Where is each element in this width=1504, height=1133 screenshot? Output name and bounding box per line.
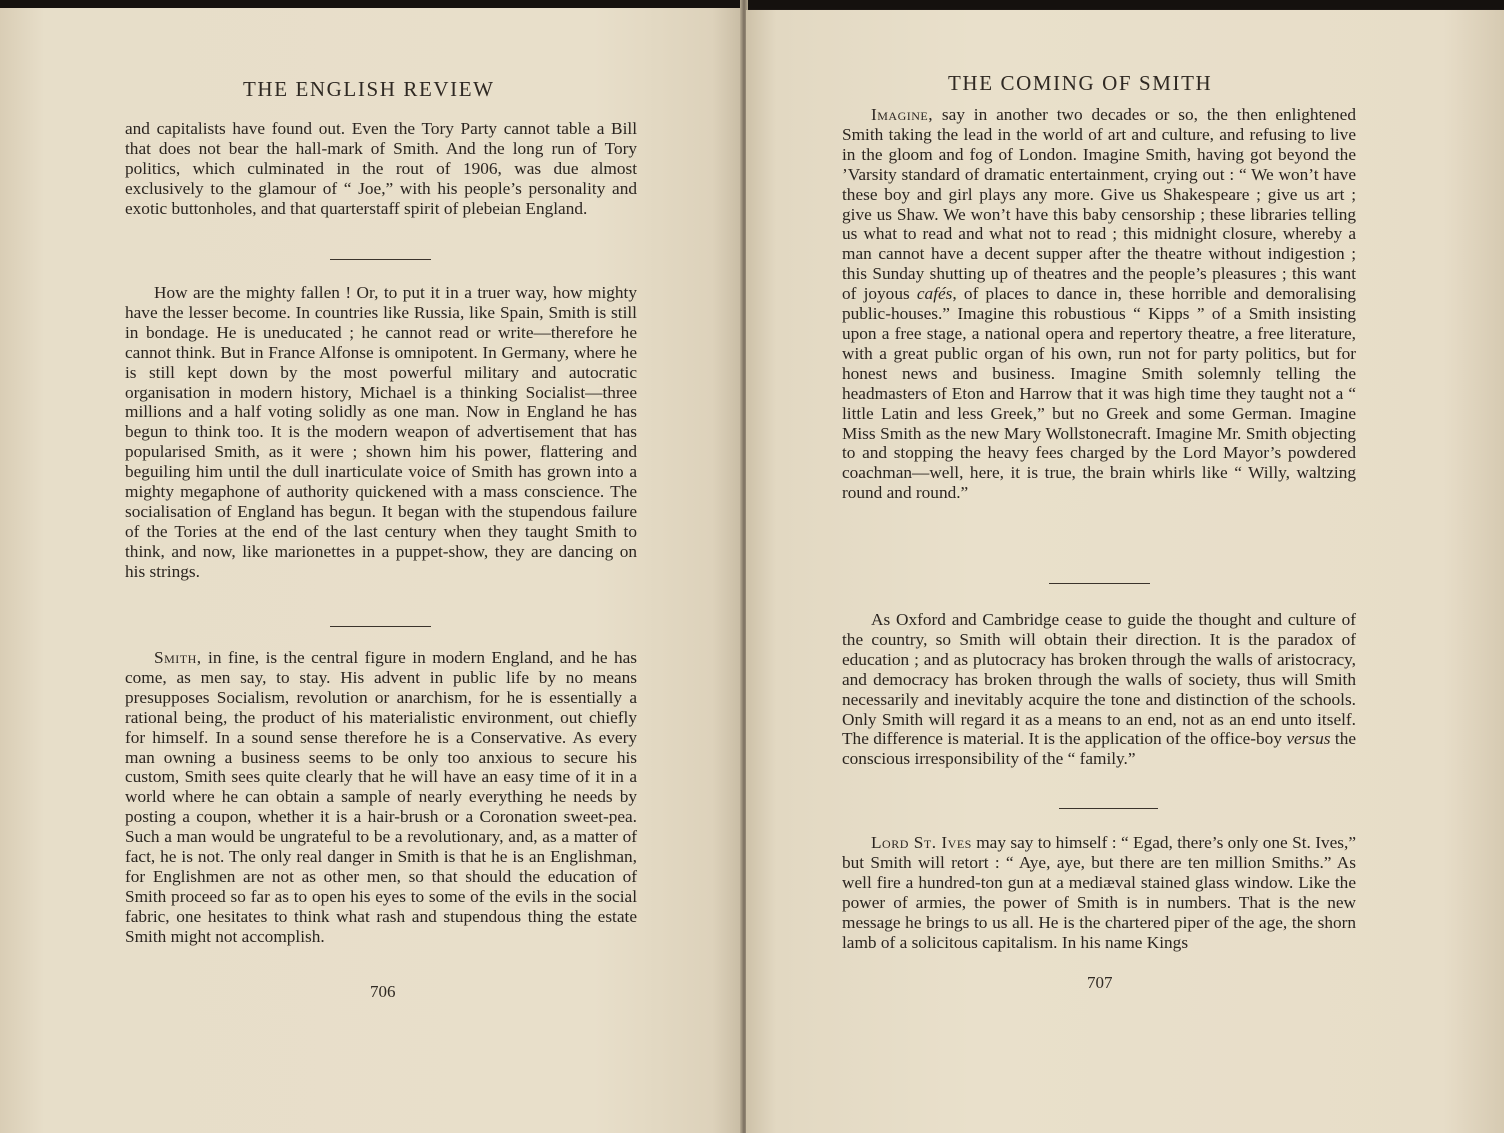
right-paragraph-2-part-a: As Oxford and Cambridge cease to guide the thought and culture of the country, so Smith will obtain their direction. It is the paradox of education ; and as plutocracy has broken through the walls of aristocracy, and democracy has broken through the walls of society, thus will Smith necessarily and inevitably acquire the tone and distinction of the schools. Only Smith will regard it as a means to an end, not as an end unto itself. The difference is material. It is the application of the office-boy bbox=[842, 610, 1356, 749]
left-paragraph-1 bbox=[125, 119, 637, 219]
right-paragraph-2-part-b: the conscious irresponsibility of the “ family.” bbox=[842, 729, 1357, 769]
left-paragraph-3 bbox=[125, 648, 637, 947]
right-page bbox=[746, 10, 1504, 1133]
left-paragraph-3-body: in fine, is the central figure in modern England, and he has come, as men say, to stay. His advent in public life by no means presupposes Socialism, revolution or anarchism, for he is essentially a rational being, the product of his materialistic environment, out chiefly for himself. In a sound sense therefore he is a Conservative. As every man owning a business seems to be only too anxious to secure his custom, Smith sees quite clearly that he will have an easy time of it in a world where he can obtain a sample of nearly everything he needs by posting a coupon, whether it is a hair-brush or a Coronation sweet-pea. Such a man would be ungrateful to be a revolutionary, and, as a matter of fact, he is not. The only real danger in Smith is that he is an Englishman, for Englishmen are not as other men, so that should the education of Smith proceed so far as to open his eyes to some of the evils in the social fabric, one hesitates to think what rash and stupendous thing the estate Smith might not accomplish. bbox=[125, 648, 637, 946]
left-paragraph-2-text: How are the mighty fallen ! Or, to put it in a truer way, how mighty have the lesser become. In countries like Russia, like Spain, Smith is still in bondage. He is uneducated ; he cannot read or write—therefore he cannot think. But in France Alfonse is omnipotent. In Germany, where he is still kept down by the most powerful military and autocratic organisation in modern history, Michael is a thinking Socialist—three millions and a half voting solidly as one man. Now in England he has begun to think too. It is the modern weapon of advertisement that has popularised Smith, as it were ; shown him his power, flattering and beguiling him until the dull inarticulate voice of Smith has grown into a mighty megaphone of authority quickened with a mass conscience. The socialisation of England has begun. It began with the stupendous failure of the Tories at the end of the last century when they taught Smith to think, and now, like marionettes in a puppet-show, they are dancing on his strings. bbox=[125, 283, 637, 581]
right-paragraph-2-italic: versus bbox=[1286, 729, 1331, 749]
right-paragraph-1-lead: Imagine, bbox=[871, 105, 934, 124]
section-rule bbox=[330, 259, 431, 260]
right-paragraph-1-part-a: say in another two decades or so, the then enlightened Smith taking the lead in the world of art and culture, and refusing to live in the gloom and fog of London. Imagine Smith, having got beyond the ’Varsity standard of dramatic entertainment, crying out : “ We won’t have these boy and girl plays any more. Give us Shakespeare ; give us art ; give us Shaw. We won’t have this baby censorship ; these libraries telling us what to read and what not to read ; this midnight closure, whereby a man cannot have a decent supper after the theatre without indigestion ; this Sunday shutting up of theatres and the people’s pleasures ; this want of joyous bbox=[842, 105, 1356, 304]
right-paragraph-3-body: may say to himself : “ Egad, there’s only one St. Ives,” but Smith will retort : “ Aye, aye, but there are ten million Smiths.” As well fire a hundred-ton gun at a mediæval stained glass window. Like the power of armies, the power of Smith is in numbers. That is the new message he brings to us all. He is the chartered piper of the age, the shorn lamb of a solicitous capitalism. In his name Kings bbox=[842, 833, 1357, 952]
page-number-left: 706 bbox=[370, 982, 396, 1001]
page-number-right: 707 bbox=[1087, 973, 1113, 992]
right-paragraph-1-part-b: , of places to dance in, these horrible and demoralising public-houses.” Imagine this robustious “ Kipps ” of a Smith insisting upon a free stage, a national opera and repertory theatre, a free literature, with a great public organ of his own, run not for party politics, but for honest news and business. Imagine Smith solemnly telling the headmasters of Eton and Harrow that it was high time they taught not a “ little Latin and less Greek,” but no Greek and some German. Imagine Miss Smith as the new Mary Wollstonecraft. Imagine Mr. Smith objecting to and stopping the heavy fees charged by the Lord Mayor’s powdered coachman—well, here, it is true, the brain whirls like “ Willy, waltzing round and round.” bbox=[842, 284, 1356, 503]
running-head-right: THE COMING OF SMITH bbox=[948, 71, 1213, 95]
right-paragraph-3-text bbox=[842, 833, 1356, 952]
left-paragraph-3-lead: Smith, bbox=[154, 648, 202, 667]
left-paragraph-3-text bbox=[125, 648, 637, 947]
left-paragraph-1-text: and capitalists have found out. Even the Tory Party cannot table a Bill that does not bear the hall-mark of Smith. And the long run of Tory politics, which culminated in the rout of 1906, was due almost exclusively to the glamour of “ Joe,” with his people’s personality and exotic buttonholes, and that quarterstaff spirit of plebeian England. bbox=[125, 119, 637, 218]
right-paragraph-2 bbox=[842, 610, 1356, 769]
right-paragraph-2-text bbox=[842, 610, 1356, 769]
right-paragraph-1-text bbox=[842, 105, 1356, 503]
left-paragraph-2 bbox=[125, 283, 637, 582]
right-paragraph-1 bbox=[842, 105, 1356, 503]
left-page bbox=[0, 8, 742, 1133]
right-paragraph-1-italic: cafés bbox=[916, 284, 953, 304]
right-paragraph-3-lead: Lord St. Ives bbox=[871, 833, 972, 852]
section-rule bbox=[330, 626, 431, 627]
right-paragraph-3 bbox=[842, 833, 1356, 952]
section-rule bbox=[1059, 808, 1158, 809]
running-head-left: THE ENGLISH REVIEW bbox=[243, 77, 495, 101]
section-rule bbox=[1049, 583, 1150, 584]
